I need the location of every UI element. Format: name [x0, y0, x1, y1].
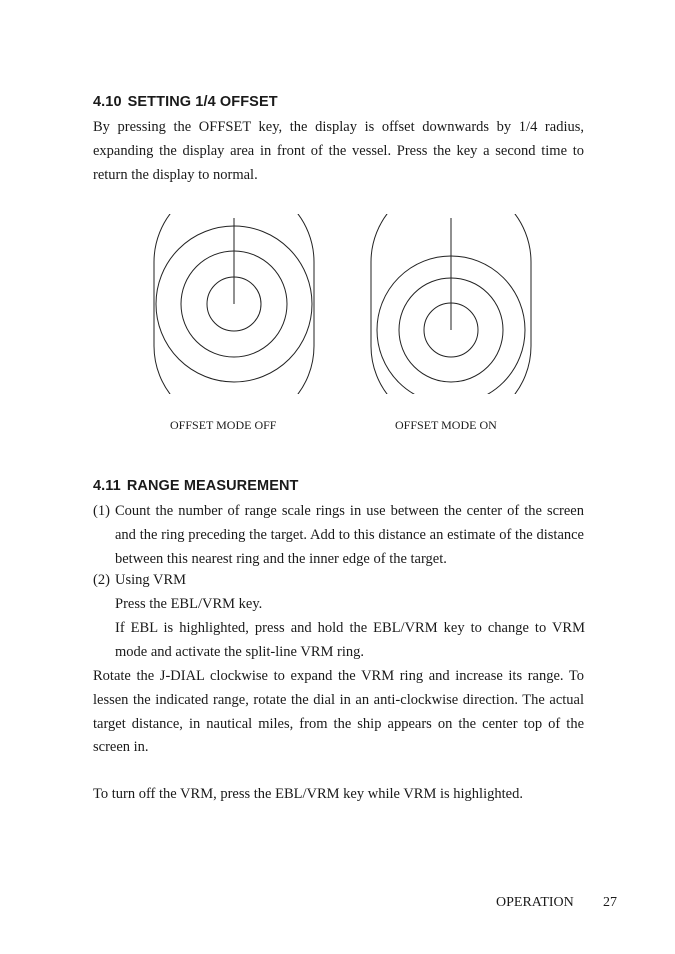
list-marker: (1)	[93, 503, 110, 519]
vrm-step-1: Press the EBL/VRM key.	[115, 596, 263, 612]
section-number: 4.11	[93, 478, 121, 494]
list-item-2	[93, 569, 584, 593]
list-item-text: Count the number of range scale rings in use between the center of the screen and the ring preceding the target. Add to this distance an estimate of the distance between this nearest ring and the inner edge of the target.	[115, 503, 584, 567]
caption-offset-on: OFFSET MODE ON	[395, 418, 497, 432]
vrm-step-2: If EBL is highlighted, press and hold the EBL/VRM key to change to VRM mode and activate the split-line VRM ring.	[115, 620, 585, 660]
offset-on-diagram	[367, 214, 535, 394]
vrm-rotate-paragraph: Rotate the J-DIAL clockwise to expand the VRM ring and increase its range. To lessen the indicated range, rotate the dial in an anti-clockwise direction. The actual target distance, in nautical miles, from the ship appears on the center top of the screen in.	[93, 668, 584, 756]
section-title: RANGE MEASUREMENT	[126, 478, 299, 494]
list-marker: (2)	[93, 572, 110, 588]
section-410-body: By pressing the OFFSET key, the display is offset downwards by 1/4 radius, expanding the display area in front of the vessel. Press the key a second time to return the display to normal.	[93, 119, 584, 183]
section-411-heading	[93, 478, 299, 494]
vrm-off-paragraph: To turn off the VRM, press the EBL/VRM key while VRM is highlighted.	[93, 786, 523, 802]
offset-off-diagram	[150, 214, 318, 394]
section-410-heading	[93, 94, 278, 110]
list-item-1	[93, 500, 584, 571]
section-number: 4.10	[93, 94, 122, 110]
footer-section-name: OPERATION	[496, 895, 574, 910]
section-title: SETTING 1/4 OFFSET	[127, 94, 278, 110]
page-number: 27	[603, 895, 617, 910]
caption-offset-off: OFFSET MODE OFF	[170, 418, 277, 432]
list-item-text: Using VRM	[115, 572, 187, 588]
